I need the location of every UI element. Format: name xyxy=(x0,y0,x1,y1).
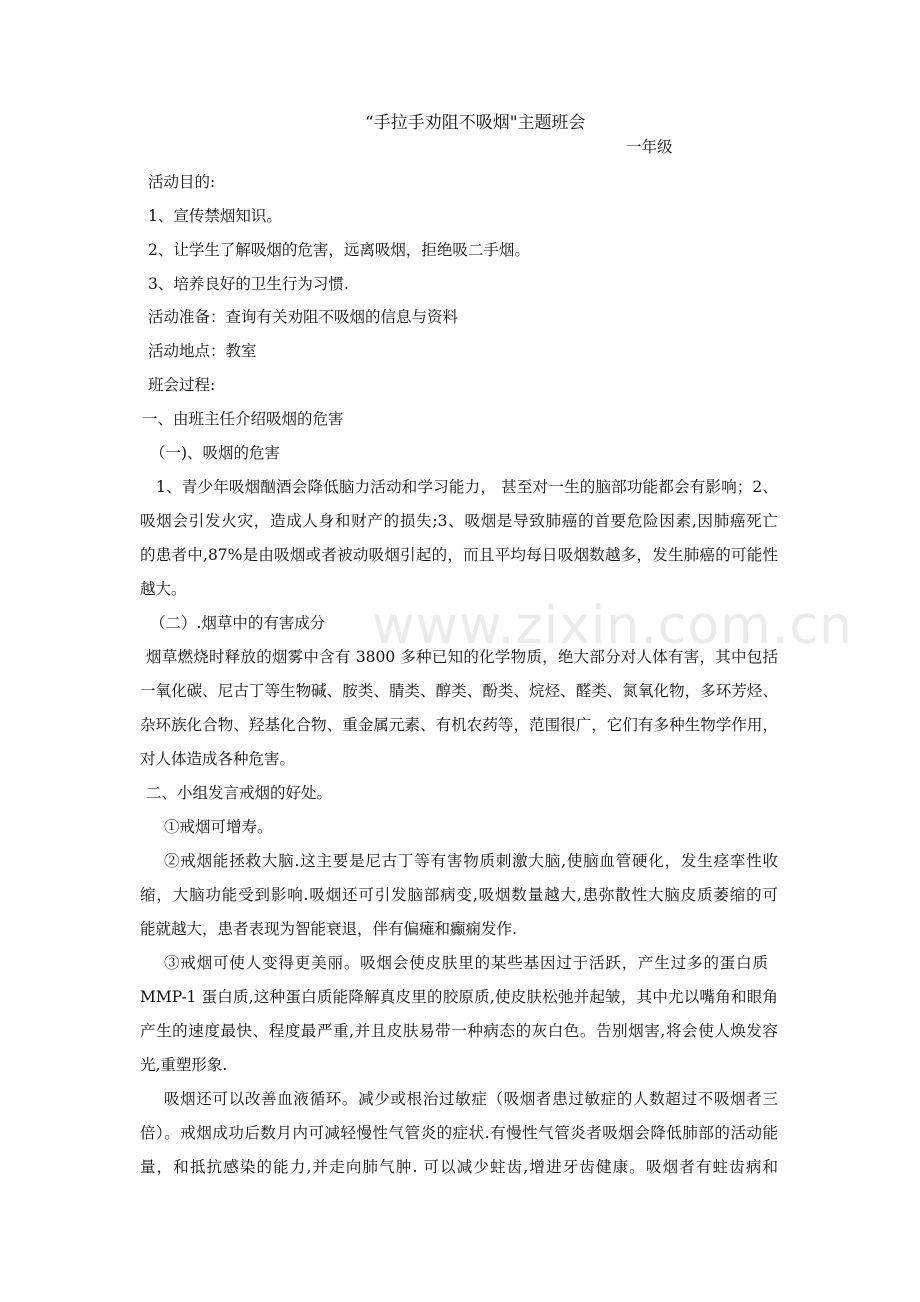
purpose-item-3: 3、培养良好的卫生行为习惯. xyxy=(148,275,349,293)
para1-line4: 越大。 xyxy=(140,580,187,598)
benefit-2-line2: 缩，大脑功能受到影响.吸烟还可引发脑部病变,吸烟数量越大,患弥散性大脑皮质萎缩的可 xyxy=(140,886,778,904)
subsection-2-heading: （二）.烟草中的有害成分 xyxy=(150,614,326,632)
benefit-2-line1: ②戒烟能拯救大脑.这主要是尼古丁等有害物质刺激大脑,使脑血管硬化，发生痉挛性收 xyxy=(164,852,778,870)
purpose-item-1: 1、宣传禁烟知识。 xyxy=(148,207,282,225)
para3-line2: 倍）。戒烟成功后数月内可减轻慢性气管炎的症状.有慢性气管炎者吸烟会降低肺部的活动能 xyxy=(140,1124,778,1142)
process-heading: 班会过程: xyxy=(148,376,216,394)
watermark: www.zixin.com.cn xyxy=(372,596,853,656)
para1-line1: 1、青少年吸烟酗酒会降低脑力活动和学习能力， 甚至对一生的脑部功能都会有影响；2、 xyxy=(156,478,778,496)
benefit-3-line2: MMP-1 蛋白质,这种蛋白质能降解真皮里的胶原质,使皮肤松弛并起皱，其中尤以嘴角和眼角 xyxy=(140,988,778,1006)
doc-title: “手拉手劝阻不吸烟"主题班会 xyxy=(365,113,586,133)
grade-label: 一年级 xyxy=(626,138,673,156)
activity-place: 活动地点：教室 xyxy=(148,342,257,360)
benefit-3-line3: 产生的速度最快、程度最严重,并且皮肤易带一种病态的灰白色。告别烟害,将会使人焕发容 xyxy=(140,1022,778,1040)
para2-line1: 烟草燃烧时释放的烟雾中含有 3800 多种已知的化学物质，绝大部分对人体有害，其中包括 xyxy=(146,648,778,666)
para2-line2: 一氧化碳、尼古丁等生物碱、胺类、腈类、醇类、酚类、烷烃、醛类、氮氧化物，多环芳烃、 xyxy=(140,682,778,700)
purpose-heading: 活动目的: xyxy=(148,173,216,191)
activity-prep: 活动准备：查询有关劝阻不吸烟的信息与资料 xyxy=(148,308,459,326)
para2-line3: 杂环族化合物、羟基化合物、重金属元素、有机农药等，范围很广，它们有多种生物学作用， xyxy=(140,716,778,734)
benefit-1: ①戒烟可增寿。 xyxy=(164,818,273,836)
para1-line2: 吸烟会引发火灾，造成人身和财产的损失;3、吸烟是导致肺癌的首要危险因素,因肺癌死亡 xyxy=(140,512,778,530)
benefit-2-line3: 能就越大，患者表现为智能衰退，伴有偏瘫和癫痫发作. xyxy=(140,920,517,938)
section-1-heading: 一、由班主任介绍吸烟的危害 xyxy=(142,410,344,428)
benefit-3-line4: 光,重塑形象. xyxy=(140,1056,228,1074)
subsection-1-heading: （一)、吸烟的危害 xyxy=(150,444,281,462)
para3-line1: 吸烟还可以改善血液循环。减少或根治过敏症（吸烟者患过敏症的人数超过不吸烟者三 xyxy=(164,1090,778,1108)
section-2-heading: 二、小组发言戒烟的好处。 xyxy=(146,784,333,802)
para1-line3: 的患者中,87%是由吸烟或者被动吸烟引起的，而且平均每日吸烟数越多，发生肺癌的可能性 xyxy=(140,546,778,564)
benefit-3-line1: ③戒烟可使人变得更美丽。吸烟会使皮肤里的某些基因过于活跃，产生过多的蛋白质 xyxy=(164,954,768,972)
para2-line4: 对人体造成各种危害。 xyxy=(140,750,296,768)
para3-line3: 量，和抵抗感染的能力,并走向肺气肿. 可以减少蛀齿,增进牙齿健康。吸烟者有蛀齿病和 xyxy=(140,1158,778,1176)
purpose-item-2: 2、让学生了解吸烟的危害，远离吸烟，拒绝吸二手烟。 xyxy=(148,241,530,259)
